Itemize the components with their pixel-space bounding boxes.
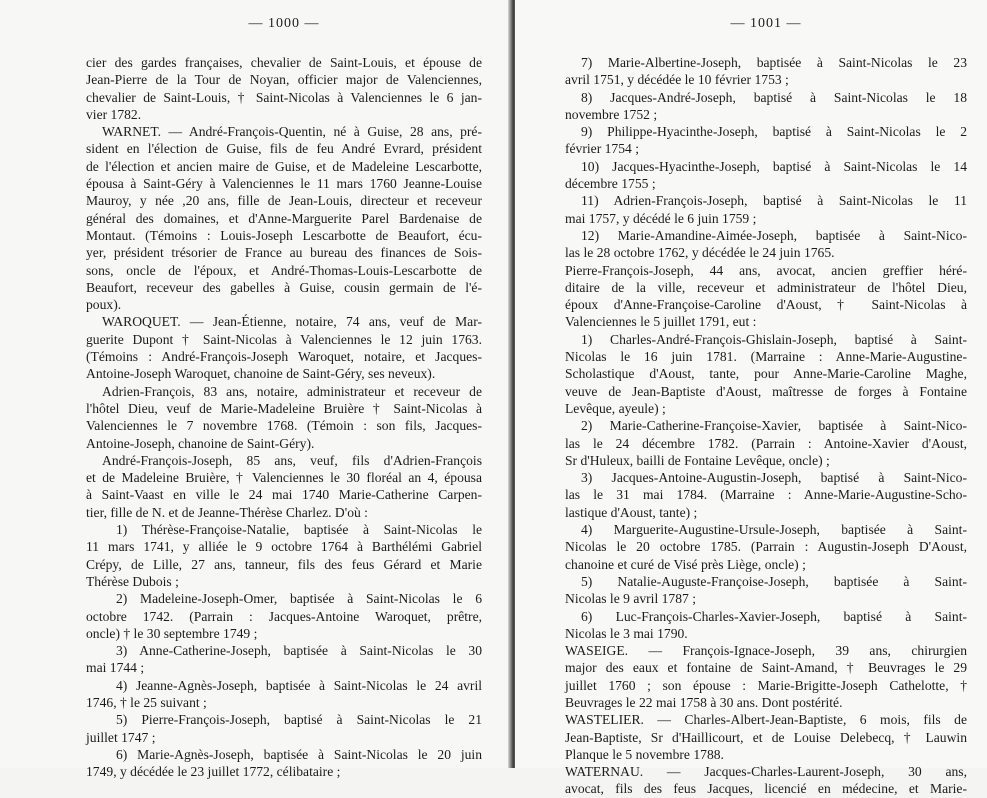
text-line: las le 31 mai 1784. (Marraine : Anne-Marie-Augustine-Scho- <box>565 487 967 503</box>
text-line: Nicolas le 16 juin 1781. (Marraine : Anne-Marie-Augustine- <box>565 349 967 365</box>
text-line: Sr d'Huleux, bailli de Fontaine Levêque, oncle) ; <box>565 452 830 468</box>
text-line: Jean-Baptiste, Sr d'Haillicourt, et de Louise Delebecq, † Lauwin <box>565 729 967 745</box>
text-line: WARNET. — André-François-Quentin, né à Guise, 28 ans, pré- <box>102 124 482 140</box>
text-line: 2) Marie-Catherine-Françoise-Xavier, baptisée à Saint-Nico- <box>581 418 967 434</box>
text-line: 5) Natalie-Auguste-Françoise-Joseph, baptisée à Saint- <box>581 573 967 589</box>
text-line: Valenciennes le 5 juillet 1791, eut : <box>565 314 757 330</box>
text-line: lastique d'Aoust, tante) ; <box>565 504 698 520</box>
text-line: épousa à Saint-Géry à Valenciennes le 11 mars 1760 Jeanne-Louise <box>86 176 482 192</box>
text-line: vier 1782. <box>86 106 142 122</box>
text-line: WASTELIER. — Charles-Albert-Jean-Baptiste, 6 mois, fils de <box>565 712 967 728</box>
text-line: (Témoins : André-François-Joseph Waroquet, notaire, et Jacques- <box>86 349 482 365</box>
text-line: février 1754 ; <box>565 141 639 157</box>
text-line: André-François-Joseph, 85 ans, veuf, fils d'Adrien-François <box>102 452 482 468</box>
text-line: 10) Jacques-Hyacinthe-Joseph, baptisé à Saint-Nicolas le 14 <box>581 158 967 174</box>
text-line: décembre 1755 ; <box>565 176 656 192</box>
text-line: 1746, † le 25 suivant ; <box>86 694 207 710</box>
text-line: 2) Madeleine-Joseph-Omer, baptisée à Saint-Nicolas le 6 <box>116 591 482 607</box>
text-line: l'hôtel Dieu, veuf de Marie-Madeleine Bruière † Saint-Nicolas à <box>86 400 482 416</box>
text-line: 11 mars 1741, y alliée le 9 octobre 1764 à Barthélémi Gabriel <box>86 539 482 555</box>
text-line: Mauroy, y née ,20 ans, fille de Jean-Louis, directeur et receveur <box>86 193 482 209</box>
text-line: WATERNAU. — Jacques-Charles-Laurent-Joseph, 30 ans, <box>565 764 967 780</box>
page-number: — 1000 — <box>248 16 320 31</box>
text-line: Jean-Pierre de la Tour de Noyan, officier major de Valenciennes, <box>86 72 482 88</box>
text-line: avril 1751, y décédée le 10 février 1753 ; <box>565 72 789 88</box>
text-line: Levêque, ayeule) ; <box>565 400 666 416</box>
text-line: 6) Luc-François-Charles-Xavier-Joseph, baptisé à Saint- <box>581 608 967 624</box>
text-line: novembre 1752 ; <box>565 106 658 122</box>
text-line: Nicolas le 20 octobre 1785. (Parrain : Augustin-Joseph D'Aoust, <box>565 539 967 555</box>
text-line: Beuvrages le 22 mai 1758 à 30 ans. Dont postérité. <box>565 694 843 710</box>
text-line: sident en l'élection de Guise, fils de feu André Evrard, président <box>86 141 482 157</box>
text-line: octobre 1742. (Parrain : Jacques-Antoine Waroquet, prêtre, <box>86 608 482 624</box>
text-line: ditaire de la ville, receveur et administrateur de l'hôtel Dieu, <box>565 279 967 295</box>
text-line: Thérèse Dubois ; <box>86 573 179 589</box>
text-line: Crépy, de Lille, 27 ans, tanneur, fils des feus Gérard et Marie <box>86 556 482 572</box>
text-line: major des eaux et fontaine de Saint-Amand, † Beuvrages le 29 <box>565 660 967 676</box>
text-line: Antoine-Joseph Waroquet, chanoine de Saint-Géry, ses neveux). <box>86 366 436 382</box>
text-line: 1) Charles-André-François-Ghislain-Joseph, baptisé à Saint- <box>581 331 967 347</box>
text-line: 9) Philippe-Hyacinthe-Joseph, baptisé à Saint-Nicolas le 2 <box>581 124 967 140</box>
text-line: las le 28 octobre 1762, y décédée le 24 juin 1765. <box>565 245 835 261</box>
text-line: 1) Thérèse-Françoise-Natalie, baptisée à Saint-Nicolas le <box>116 522 482 538</box>
page-text <box>86 54 482 780</box>
text-line: mai 1744 ; <box>86 660 145 676</box>
text-line: Valenciennes le 7 novembre 1768. (Témoin : son fils, Jacques- <box>86 418 482 434</box>
text-line: juillet 1760 ; son épouse : Marie-Brigitte-Joseph Cathelotte, † <box>565 677 967 693</box>
text-line: juillet 1747 ; <box>86 729 156 745</box>
text-line: Nicolas le 9 avril 1787 ; <box>565 591 696 607</box>
text-line: 3) Jacques-Antoine-Augustin-Joseph, baptisé à Saint-Nico- <box>581 470 967 486</box>
text-line: 12) Marie-Amandine-Aimée-Joseph, baptisée à Saint-Nico- <box>581 227 967 243</box>
text-line: 4) Jeanne-Agnès-Joseph, baptisée à Saint-Nicolas le 24 avril <box>116 677 482 693</box>
right-page <box>515 0 987 797</box>
text-line: 1749, y décédée le 23 juillet 1772, célibataire ; <box>86 764 341 780</box>
text-line: Scholastique d'Aoust, tante, pour Anne-Marie-Caroline Maghe, <box>565 366 967 382</box>
text-line: veuve de Jean-Baptiste d'Aoust, maîtresse de forges à Fontaine <box>565 383 967 399</box>
text-line: 6) Marie-Agnès-Joseph, baptisée à Saint-Nicolas le 20 juin <box>116 746 482 762</box>
text-line: chanoine et curé de Visé près Liège, oncle) ; <box>565 556 806 572</box>
text-line: mai 1757, y décédé le 6 juin 1759 ; <box>565 210 757 226</box>
text-line: Beaufort, receveur des gabelles à Guise, cousin germain de l'é- <box>86 279 482 295</box>
text-line: 7) Marie-Albertine-Joseph, baptisée à Saint-Nicolas le 23 <box>581 55 967 70</box>
text-line: Montaut. (Témoins : Louis-Joseph Lescarbotte de Beaufort, écu- <box>86 227 482 243</box>
text-line: las le 24 décembre 1782. (Parrain : Antoine-Xavier d'Aoust, <box>565 435 967 451</box>
text-line: 5) Pierre-François-Joseph, baptisé à Saint-Nicolas le 21 <box>116 712 482 728</box>
text-line: général des domaines, et d'Anne-Marguerite Parel Bardenaise de <box>86 210 482 226</box>
text-line: oncle) † le 30 septembre 1749 ; <box>86 625 258 641</box>
page-number: — 1001 — <box>730 16 802 31</box>
text-line: Pierre-François-Joseph, 44 ans, avocat, ancien greffier héré- <box>565 262 967 278</box>
text-line: 8) Jacques-André-Joseph, baptisé à Saint-Nicolas le 18 <box>581 89 967 105</box>
text-line: WASEIGE. — François-Ignace-Joseph, 39 ans, chirurgien <box>565 643 967 659</box>
text-line: et de Madeleine Bruière, † Valenciennes le 30 floréal an 4, épousa <box>86 470 482 486</box>
text-line: yer, président trésorier de France au bureau des finances de Sois- <box>86 245 482 261</box>
text-line: à Saint-Vaast en ville le 24 mai 1740 Marie-Catherine Carpen- <box>86 487 482 503</box>
text-line: de l'élection et ancien maire de Guise, et de Madeleine Lescarbotte, <box>86 158 482 174</box>
text-line: sons, oncle de l'époux, et André-Thomas-Louis-Lescarbotte de <box>86 262 482 278</box>
text-line: avocat, fils des feus Jacques, licencié en médecine, et Marie- <box>565 781 967 797</box>
text-line: 3) Anne-Catherine-Joseph, baptisée à Saint-Nicolas le 30 <box>116 643 482 659</box>
text-line: Adrien-François, 83 ans, notaire, administrateur et receveur de <box>102 383 482 399</box>
text-line: 4) Marguerite-Augustine-Ursule-Joseph, baptisée à Saint- <box>581 522 967 538</box>
page-text <box>565 54 967 798</box>
text-line: Antoine-Joseph, chanoine de Saint-Géry). <box>86 435 315 451</box>
text-line: WAROQUET. — Jean-Étienne, notaire, 74 ans, veuf de Mar- <box>102 314 482 330</box>
text-line: Nicolas le 3 mai 1790. <box>565 625 688 641</box>
text-line: guerite Dupont † Saint-Nicolas à Valenciennes le 12 juin 1763. <box>86 331 482 347</box>
text-line: tier, fille de N. et de Jeanne-Thérèse Charlez. D'où : <box>86 504 368 520</box>
text-line: chevalier de Saint-Louis, † Saint-Nicolas à Valenciennes le 6 jan- <box>86 89 482 105</box>
text-line: cier des gardes françaises, chevalier de Saint-Louis, et épouse de <box>86 55 482 70</box>
text-line: poux). <box>86 297 122 313</box>
text-line: 11) Adrien-François-Joseph, baptisé à Saint-Nicolas le 11 <box>581 193 967 209</box>
text-line: Planque le 5 novembre 1788. <box>565 746 724 762</box>
text-line: époux d'Anne-Françoise-Caroline d'Aoust, † Saint-Nicolas à <box>565 297 967 313</box>
